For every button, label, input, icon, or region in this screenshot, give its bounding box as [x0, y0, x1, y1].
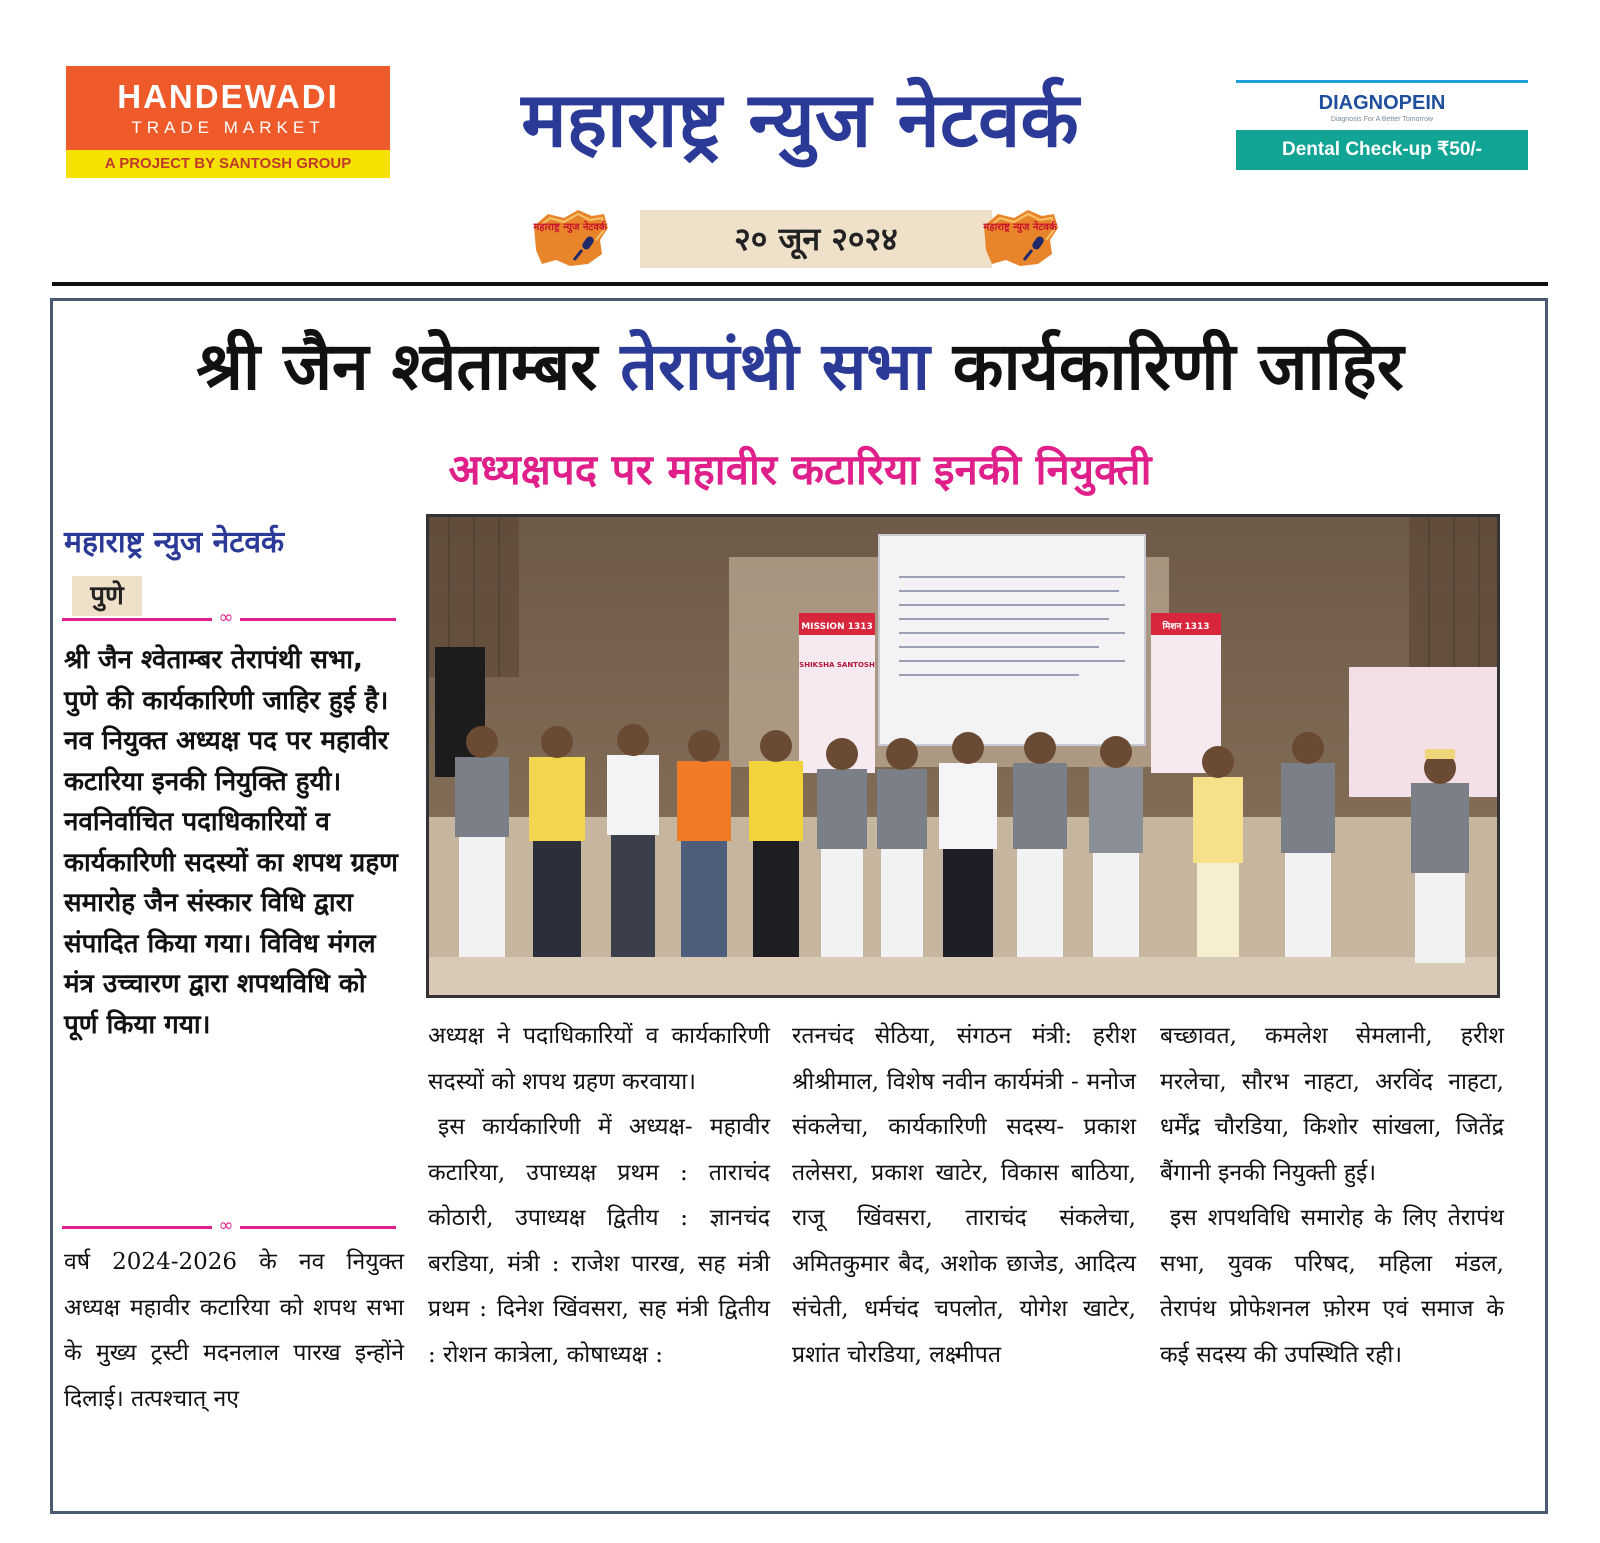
logo-label: महाराष्ट्र न्युज नेटवर्क — [983, 222, 1057, 233]
body-column-2-paragraph-2: इस कार्यकारिणी में अध्यक्ष- महावीर कटारिया, उपाध्यक्ष प्रथम : ताराचंद कोठारी, उपाध्यक्ष द्वितीय : ज्ञानचंद बरडिया, मंत्री : राजेश पारख, सह मंत्री प्रथम : दिनेश खिंवसरा, सह मंत्री द्वितीय : रोशन कात्रेला, कोषाध्यक्ष : — [428, 1114, 770, 1368]
ornament-knot-icon: ∞ — [212, 1215, 240, 1237]
body-column-3: रतनचंद सेठिया, संगठन मंत्री: हरीश श्रीश्रीमाल, विशेष नवीन कार्यमंत्री - मनोज संकलेचा, कार्यकारिणी सदस्य- प्रकाश तलेसरा, प्रकाश खाटेर, विकास बाठिया, राजू खिंवसरा, ताराचंद संकलेचा, अमितकुमार बैद, अशोक छाजेड, आदित्य संचेती, धर्मचंद चपलोत, योगेश खाटेर, प्रशांत चोरडिया, लक्ष्मीपत — [792, 1023, 1136, 1368]
maharashtra-map-logo-icon — [980, 206, 1060, 270]
ad-brand-tagline: Diagnosis For A Better Tomorrow — [1330, 116, 1434, 123]
maharashtra-map-logo-icon — [530, 206, 610, 270]
masthead-title: महाराष्ट्र न्युज नेटवर्क — [521, 75, 1079, 164]
body-column-2-paragraph-1: अध्यक्ष ने पदाधिकारियों व कार्यकारिणी सदस्यों को शपथ ग्रहण करवाया। — [428, 1023, 770, 1095]
article-headline — [60, 322, 1540, 412]
article-subheadline: अध्यक्षपद पर महावीर कटारिया इनकी नियुक्ती — [448, 445, 1152, 494]
logo-label: महाराष्ट्र न्युज नेटवर्क — [533, 222, 607, 233]
ad-subtitle: TRADE MARKET — [131, 118, 325, 137]
publication-date: २० जून २०२४ — [640, 210, 992, 268]
section-divider — [62, 607, 396, 628]
standee-left-subtitle: SHIKSHA SANTOSH — [799, 661, 875, 669]
standee-left-title: MISSION 1313 — [801, 622, 873, 632]
ad-brand: DIAGNOPEIN — [1318, 92, 1446, 114]
body-column-4 — [1160, 1014, 1504, 1378]
headline-part-1: श्री जैन श्वेताम्बर — [196, 328, 598, 405]
header-divider — [52, 282, 1548, 286]
lead-paragraph: श्री जैन श्वेताम्बर तेरापंथी सभा, पुणे की कार्यकारिणी जाहिर हुई है। नव नियुक्त अध्यक्ष पद पर महावीर कटारिया इनकी नियुक्ति हुयी। नवनिर्वाचित पदाधिकारियों व कार्यकारिणी सदस्यों का शपथ ग्रहण समारोह जैन संस्कार विधि द्वारा संपादित किया गया। विविध मंगल मंत्र उच्चारण द्वारा शपथविधि को पूर्ण किया गया। — [64, 645, 398, 1040]
headline-part-3: कार्यकारिणी जाहिर — [952, 328, 1404, 405]
ad-accent-line — [1236, 80, 1528, 83]
ad-title: HANDEWADI — [117, 78, 339, 115]
ornament-knot-icon: ∞ — [212, 607, 240, 629]
photo-illustration — [429, 517, 1497, 995]
body-column-2 — [428, 1014, 770, 1378]
standee-right-title: मिशन 1313 — [1162, 622, 1210, 632]
section-divider — [62, 1215, 396, 1236]
headline-part-2: तेरापंथी सभा — [620, 328, 930, 405]
diagnopein-ad-banner[interactable] — [1236, 80, 1528, 170]
handewadi-ad-banner[interactable] — [66, 66, 390, 178]
ad-tagline: A PROJECT BY SANTOSH GROUP — [66, 150, 390, 178]
event-photo — [426, 514, 1500, 998]
ad-offer: Dental Check-up ₹50/- — [1236, 130, 1528, 170]
body-column-4-paragraph-1: बच्छावत, कमलेश सेमलानी, हरीश मरलेचा, सौरभ नाहटा, अरविंद नाहटा, धर्मेंद्र चौरडिया, किशोर सांखला, जितेंद्र बैंगानी इनकी नियुक्ती हुई। — [1160, 1023, 1504, 1186]
body-column-1: वर्ष 2024-2026 के नव नियुक्त अध्यक्ष महावीर कटारिया को शपथ सभा के मुख्य ट्रस्टी मदनलाल पारख इन्होंने दिलाई। तत्पश्चात् नए — [64, 1249, 404, 1412]
body-column-4-paragraph-2: इस शपथविधि समारोह के लिए तेरापंथ सभा, युवक परिषद, महिला मंडल, तेरापंथ प्रोफेशनल फ़ोरम एवं समाज के कई सदस्य की उपस्थिति रही। — [1160, 1205, 1504, 1368]
byline: महाराष्ट्र न्युज नेटवर्क — [64, 525, 285, 560]
dateline-city: पुणे — [72, 576, 142, 616]
